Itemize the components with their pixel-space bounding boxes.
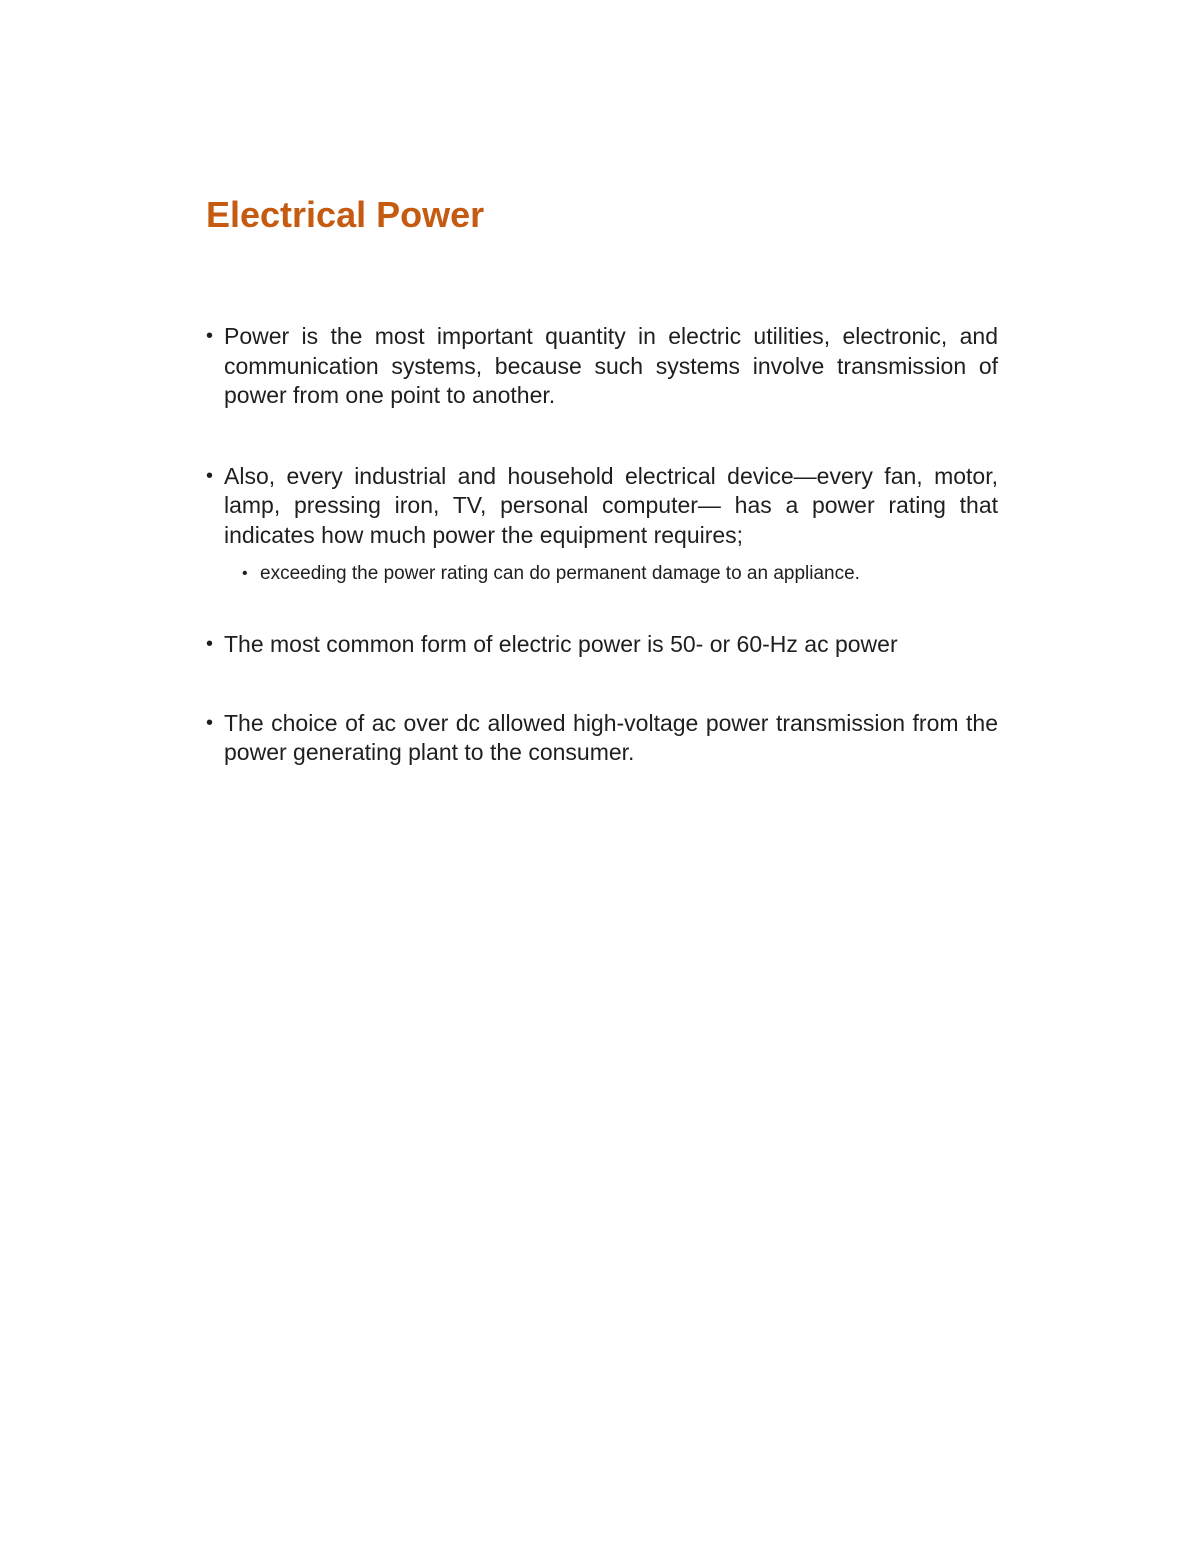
bullet-text: Also, every industrial and household electrical device—every fan, motor, lamp, pressing iron, TV, personal computer— has a power rating that indicates how much power the equipment requires;	[224, 462, 998, 548]
bullet-icon: •	[206, 633, 214, 655]
bullet-icon: •	[206, 711, 214, 734]
bullet-item	[206, 322, 998, 411]
sub-bullet-text: exceeding the power rating can do permanent damage to an appliance.	[260, 563, 860, 584]
bullet-list	[206, 322, 998, 768]
bullet-icon: •	[206, 325, 214, 347]
bullet-text: Power is the most important quantity in electric utilities, electronic, and communication systems, because such systems involve transmission of power from one point to another.	[224, 323, 998, 408]
bullet-item	[206, 630, 998, 660]
sub-bullet-icon: •	[242, 565, 248, 582]
bullet-item	[206, 462, 998, 587]
bullet-text: The choice of ac over dc allowed high-voltage power transmission from the power generating plant to the consumer.	[224, 709, 998, 765]
bullet-text: The most common form of electric power is 50- or 60-Hz ac power	[224, 631, 898, 657]
page-title: Electrical Power	[206, 194, 485, 235]
sub-bullet-list	[224, 562, 998, 586]
bullet-item	[206, 709, 998, 768]
sub-bullet-item	[224, 562, 998, 586]
bullet-icon: •	[206, 464, 214, 487]
